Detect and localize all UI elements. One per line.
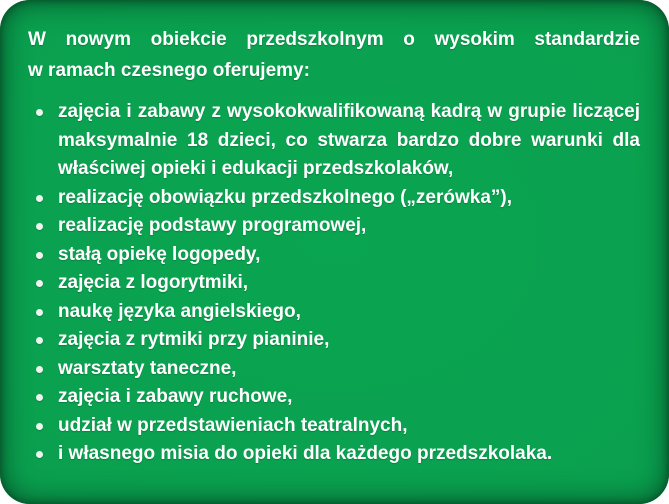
bullet-icon <box>36 451 43 458</box>
list-item <box>28 440 640 469</box>
list-item-text: udział w przedstawieniach teatralnych, <box>58 414 408 436</box>
bullet-icon <box>36 423 43 430</box>
bullet-icon <box>36 109 43 116</box>
list-item-text: realizację podstawy programowej, <box>58 215 367 236</box>
list-item-text: zajęcia z rytmiki przy pianinie, <box>58 329 330 350</box>
bullet-icon <box>36 252 43 259</box>
list-item <box>28 269 640 298</box>
offer-list <box>28 98 640 469</box>
list-item <box>28 212 640 241</box>
list-item <box>28 298 640 327</box>
bullet-icon <box>36 223 43 230</box>
list-item-text: stałą opiekę logopedy, <box>58 243 261 265</box>
list-item-text: naukę języka angielskiego, <box>58 300 301 322</box>
list-item-text: zajęcia i zabawy z wysokokwalifikowaną kadrą w grupie liczącej maksymalnie 18 dzieci, co stwarza bardzo dobre warunki dla właściwej opieki i edukacji przedszkolaków, <box>58 101 640 179</box>
bullet-icon <box>36 195 43 202</box>
list-item <box>28 98 640 184</box>
list-item <box>28 241 640 270</box>
bullet-icon <box>36 366 43 373</box>
list-item-text: zajęcia z logorytmiki, <box>58 272 249 293</box>
list-item-text: i własnego misia do opieki dla każdego przedszkolaka. <box>58 443 553 464</box>
list-item <box>28 412 640 441</box>
list-item <box>28 326 640 355</box>
bullet-icon <box>36 394 43 401</box>
list-item <box>28 383 640 412</box>
list-item-text: realizację obowiązku przedszkolnego („zerówka”), <box>58 186 513 208</box>
bullet-icon <box>36 309 43 316</box>
list-item <box>28 355 640 384</box>
bullet-icon <box>36 280 43 287</box>
list-item-text: zajęcia i zabawy ruchowe, <box>58 386 293 407</box>
list-item-text: warsztaty taneczne, <box>58 357 237 379</box>
bullet-icon <box>36 337 43 344</box>
list-item <box>28 184 640 213</box>
panel-heading: W nowym obiekcie przedszkolnym o wysokim standardzie w ramach czesnego oferujemy: <box>28 29 640 81</box>
